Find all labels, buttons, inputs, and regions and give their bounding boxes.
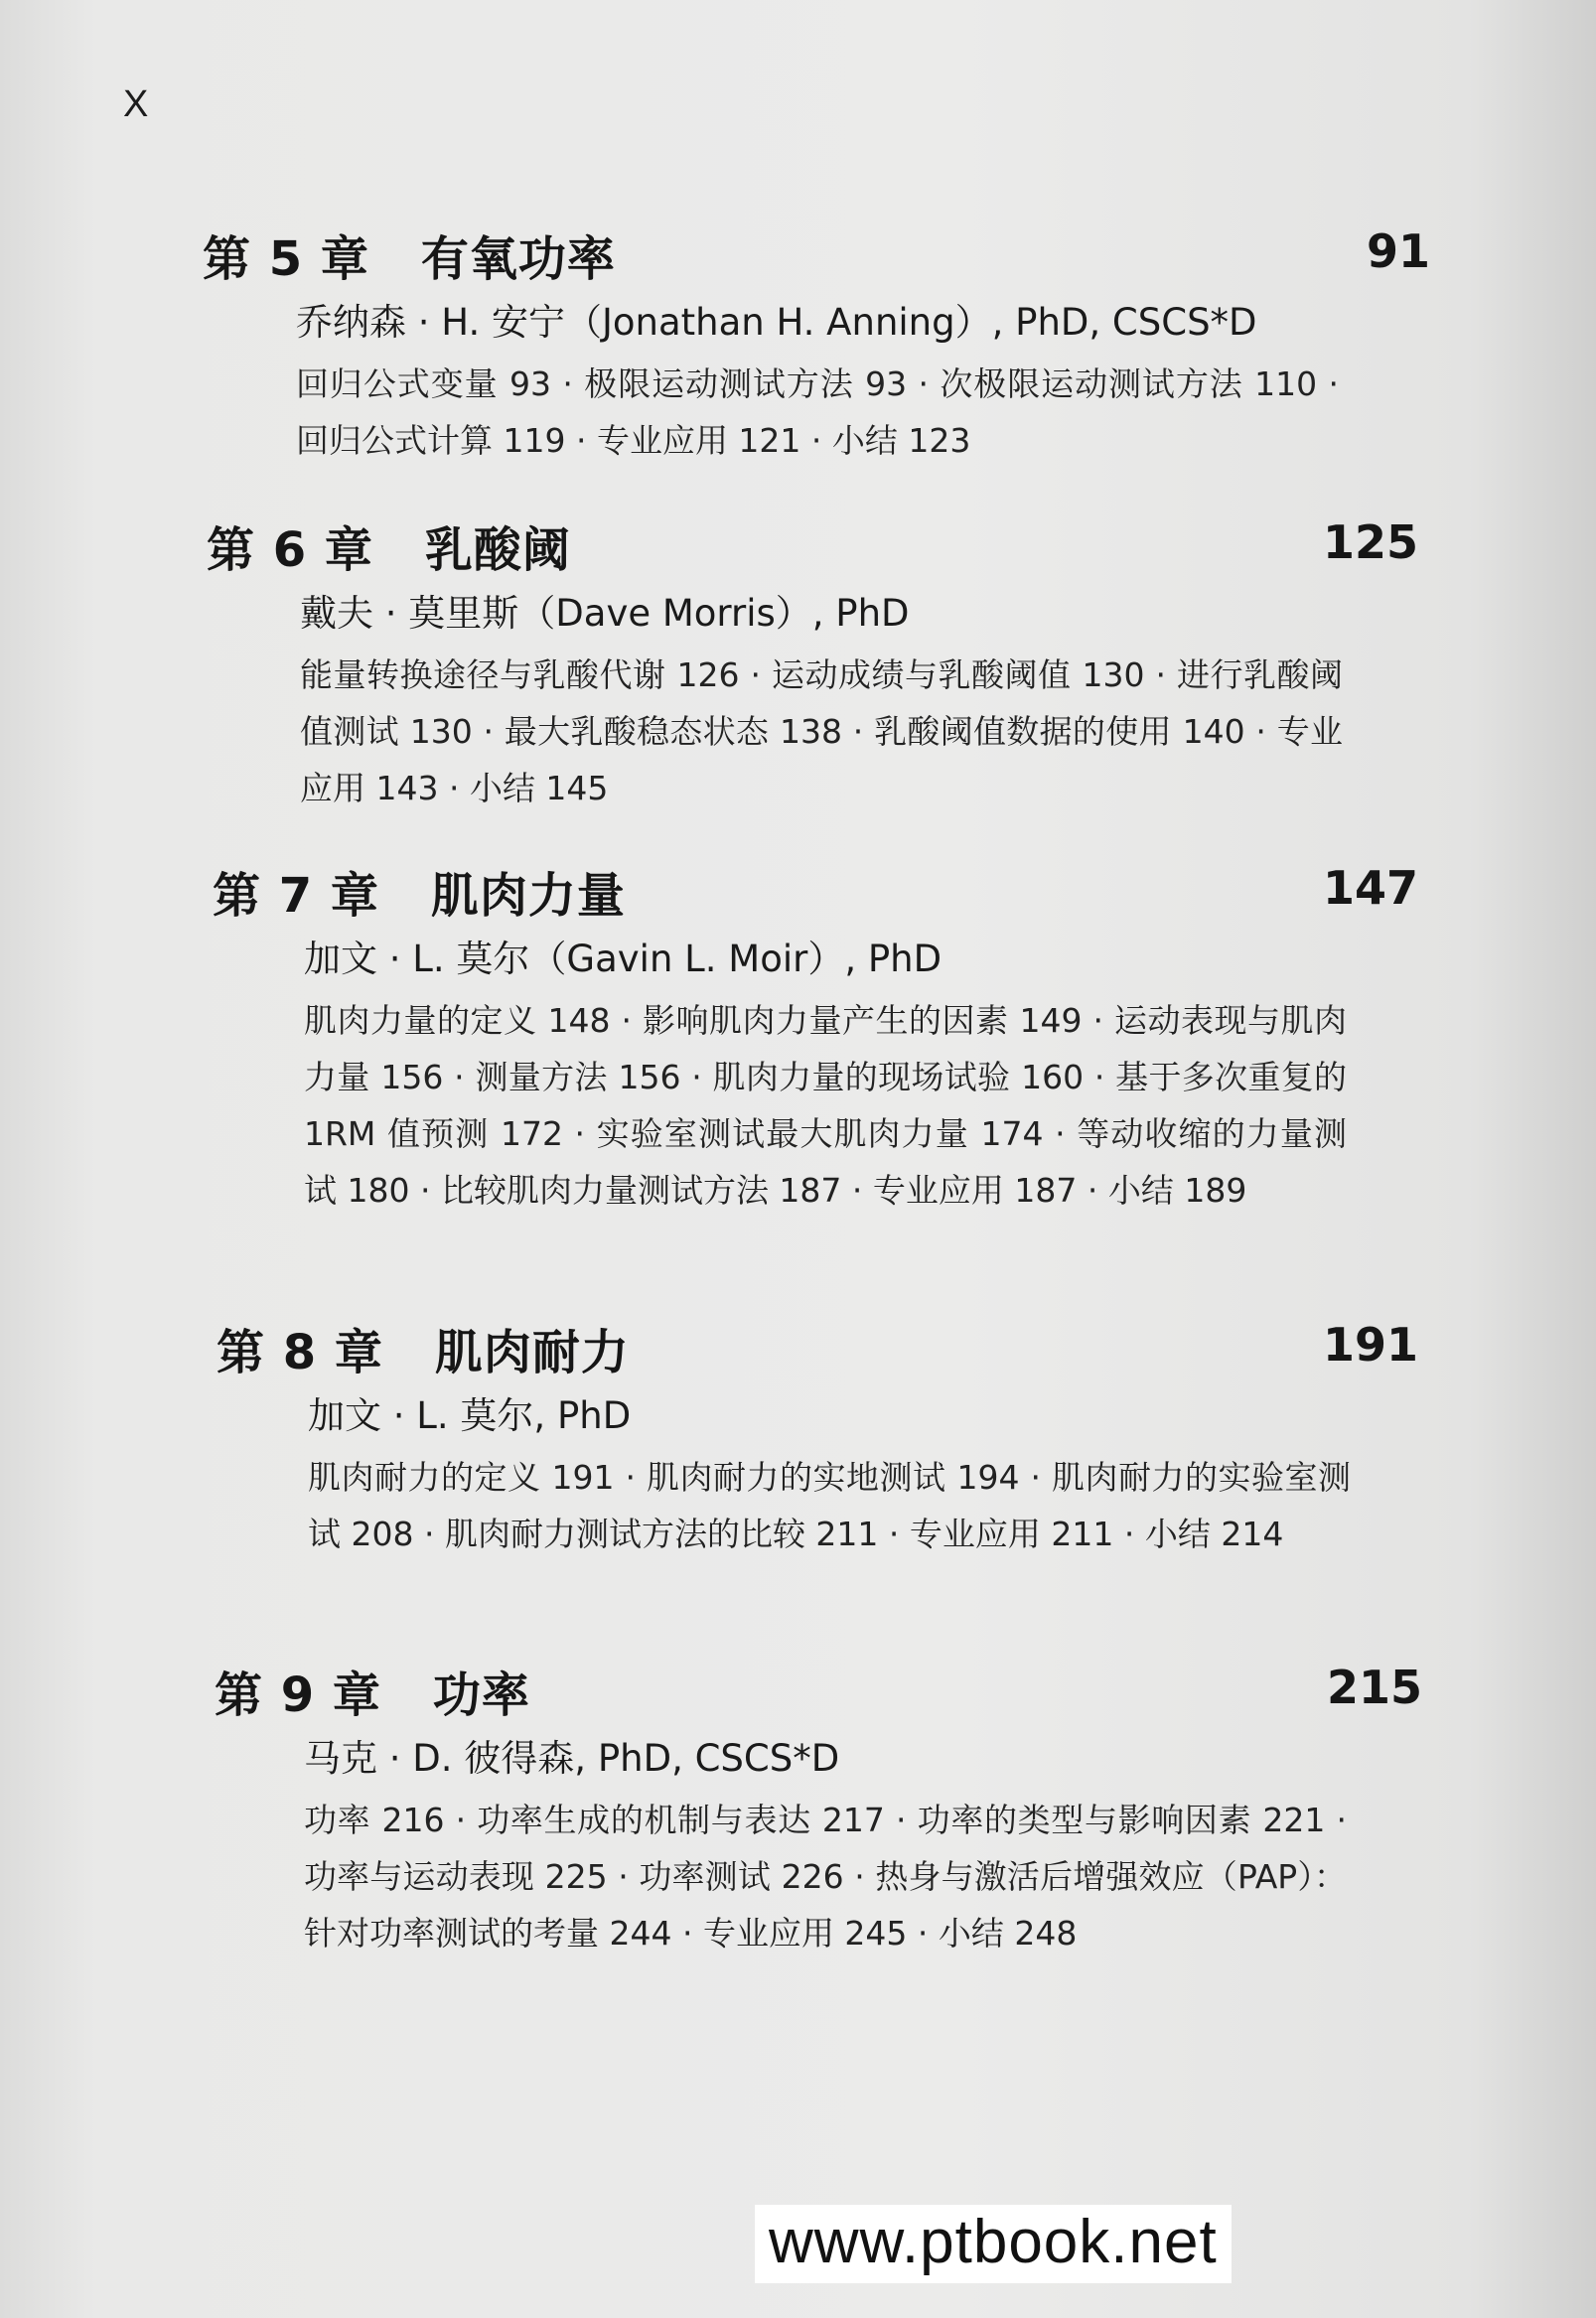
- chapter-title: 乳酸阈: [424, 522, 571, 578]
- chapter-title: 功率: [432, 1667, 530, 1723]
- chapter-number: 第 8 章: [217, 1325, 383, 1380]
- chapter-author: 乔纳森 · H. 安宁（Jonathan H. Anning）, PhD, CSCS*D: [296, 301, 1257, 344]
- chapter-topics: 能量转换途径与乳酸代谢 126 · 运动成绩与乳酸阈值 130 · 进行乳酸阈值测试 130 · 最大乳酸稳态状态 138 · 乳酸阈值数据的使用 140 · 专业应用 143 · 小结 145: [300, 655, 1343, 807]
- chapter-number: 第 5 章: [203, 231, 369, 287]
- chapter-topics: 肌肉力量的定义 148 · 影响肌肉力量产生的因素 149 · 运动表现与肌肉力量 156 · 测量方法 156 · 肌肉力量的现场试验 160 · 基于多次重复的 1RM 值预测 172 · 实验室测试最大肌肉力量 174 · 等动收缩的力量测试 180 · 比较肌肉力量测试方法 187 · 专业应用 187 · 小结 189: [304, 1001, 1347, 1210]
- chapter-author: 戴夫 · 莫里斯（Dave Morris）, PhD: [300, 592, 910, 635]
- chapter-topics: 肌肉耐力的定义 191 · 肌肉耐力的实地测试 194 · 肌肉耐力的实验室测试 208 · 肌肉耐力测试方法的比较 211 · 专业应用 211 · 小结 214: [308, 1458, 1351, 1553]
- chapter-title: 有氧功率: [420, 231, 616, 287]
- chapter-number: 第 9 章: [215, 1667, 381, 1723]
- chapter-heading: [207, 511, 571, 580]
- chapter-page-number: 191: [1322, 1318, 1418, 1372]
- chapter-title: 肌肉耐力: [434, 1325, 630, 1380]
- chapter-heading: [203, 220, 616, 289]
- chapter-number: 第 7 章: [213, 868, 379, 924]
- chapter-page-number: 125: [1322, 515, 1418, 569]
- chapter-author: 马克 · D. 彼得森, PhD, CSCS*D: [304, 1737, 840, 1780]
- chapter-author: 加文 · L. 莫尔, PhD: [308, 1394, 632, 1437]
- chapter-heading: [217, 1314, 630, 1382]
- page-number: X: [123, 83, 149, 125]
- website-watermark: www.ptbook.net: [755, 2205, 1232, 2283]
- chapter-page-number: 215: [1326, 1661, 1422, 1714]
- chapter-number: 第 6 章: [207, 522, 373, 578]
- chapter-heading: [215, 1657, 530, 1725]
- chapter-page-number: 147: [1322, 861, 1418, 915]
- chapter-topics: 回归公式变量 93 · 极限运动测试方法 93 · 次极限运动测试方法 110 · 回归公式计算 119 · 专业应用 121 · 小结 123: [296, 364, 1339, 460]
- chapter-author: 加文 · L. 莫尔（Gavin L. Moir）, PhD: [304, 938, 943, 980]
- chapter-page-number: 91: [1366, 224, 1430, 278]
- chapter-topics: 功率 216 · 功率生成的机制与表达 217 · 功率的类型与影响因素 221 · 功率与运动表现 225 · 功率测试 226 · 热身与激活后增强效应（PAP）：针对功率测试的考量 244 · 专业应用 245 · 小结 248: [304, 1801, 1347, 1953]
- chapter-title: 肌肉力量: [430, 868, 626, 924]
- chapter-heading: [213, 857, 626, 926]
